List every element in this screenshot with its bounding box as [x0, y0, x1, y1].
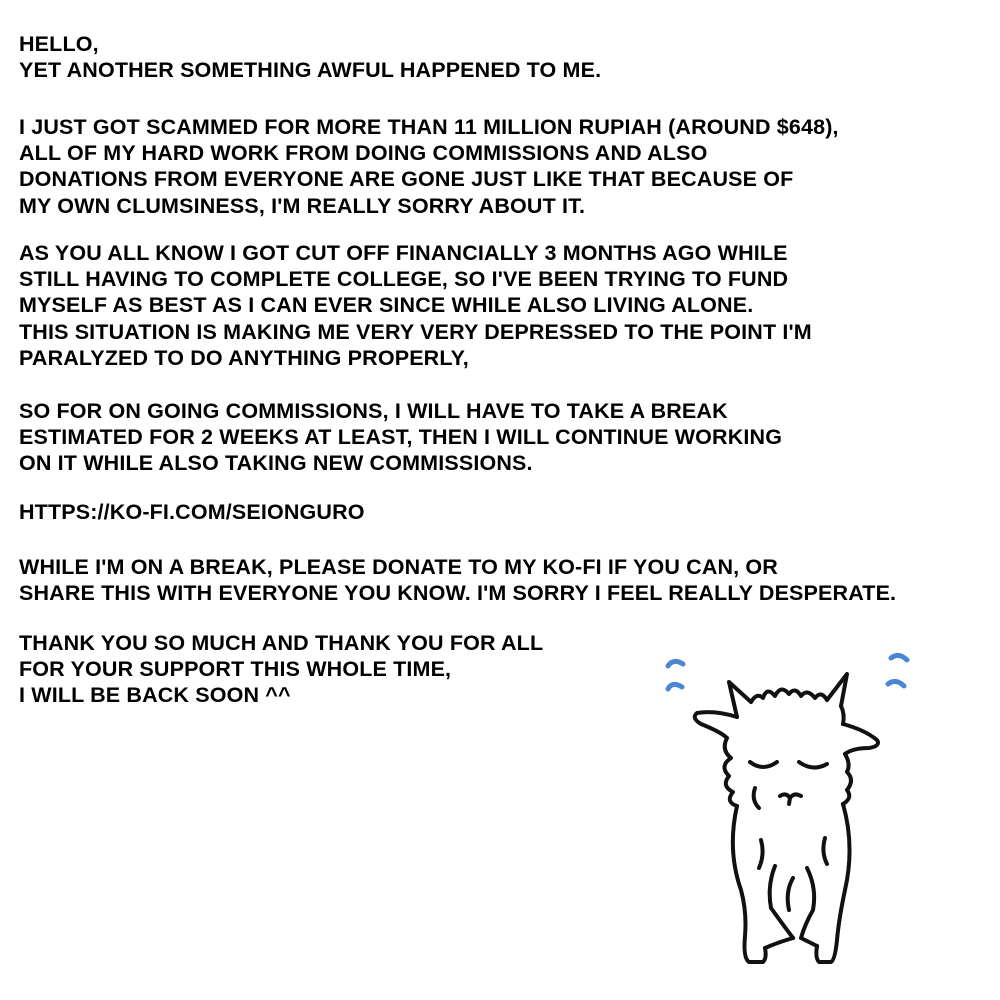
thanks-paragraph: [19, 630, 543, 709]
sweat-drops: [668, 655, 907, 689]
text-line: STILL HAVING TO COMPLETE COLLEGE, SO I'VE BEEN TRYING TO FUND: [19, 267, 789, 292]
text-line: AS YOU ALL KNOW I GOT CUT OFF FINANCIALLY 3 MONTHS AGO WHILE: [19, 241, 788, 265]
text-line: MY OWN CLUMSINESS, I'M REALLY SORRY ABOUT IT.: [19, 193, 586, 218]
text-line: WHILE I'M ON A BREAK, PLEASE DONATE TO MY KO-FI IF YOU CAN, OR: [19, 555, 778, 579]
text-line: PARALYZED TO DO ANYTHING PROPERLY,: [19, 345, 469, 370]
text-line: SHARE THIS WITH EVERYONE YOU KNOW. I'M SORRY I FEEL REALLY DESPERATE.: [19, 581, 897, 606]
text-line: ESTIMATED FOR 2 WEEKS AT LEAST, THEN I WILL CONTINUE WORKING: [19, 425, 783, 450]
situation-paragraph: [19, 240, 812, 371]
text-line: SO FOR ON GOING COMMISSIONS, I WILL HAVE TO TAKE A BREAK: [19, 399, 728, 423]
text-line: DONATIONS FROM EVERYONE ARE GONE JUST LIKE THAT BECAUSE OF: [19, 167, 794, 192]
kofi-link-paragraph: [19, 499, 365, 525]
sweat-drop-icon: [668, 684, 682, 689]
donate-paragraph: [19, 554, 896, 606]
text-line: YET ANOTHER SOMETHING AWFUL HAPPENED TO ME.: [19, 58, 602, 83]
text-line: FOR YOUR SUPPORT THIS WHOLE TIME,: [19, 657, 452, 682]
text-line: THIS SITUATION IS MAKING ME VERY VERY DEPRESSED TO THE POINT I'M: [19, 319, 812, 344]
text-line: I JUST GOT SCAMMED FOR MORE THAN 11 MILLION RUPIAH (AROUND $648),: [19, 115, 839, 139]
sweat-drop-icon: [891, 655, 907, 660]
text-line: ON IT WHILE ALSO TAKING NEW COMMISSIONS.: [19, 451, 533, 476]
text-line: HELLO,: [19, 32, 99, 56]
sweat-drop-icon: [668, 661, 683, 666]
text-line: ALL OF MY HARD WORK FROM DOING COMMISSIONS AND ALSO: [19, 141, 708, 166]
kofi-link[interactable]: HTTPS://KO-FI.COM/SEIONGURO: [19, 500, 365, 524]
break-paragraph: [19, 398, 782, 477]
text-line: THANK YOU SO MUCH AND THANK YOU FOR ALL: [19, 631, 544, 655]
sweat-drop-icon: [888, 681, 904, 686]
text-line: I WILL BE BACK SOON ^^: [19, 683, 291, 708]
text-line: MYSELF AS BEST AS I CAN EVER SINCE WHILE ALSO LIVING ALONE.: [19, 293, 754, 318]
sad-cat-illustration: [655, 640, 915, 990]
scam-paragraph: [19, 114, 839, 219]
cat-figure: [695, 674, 878, 962]
greeting-paragraph: [19, 31, 601, 83]
